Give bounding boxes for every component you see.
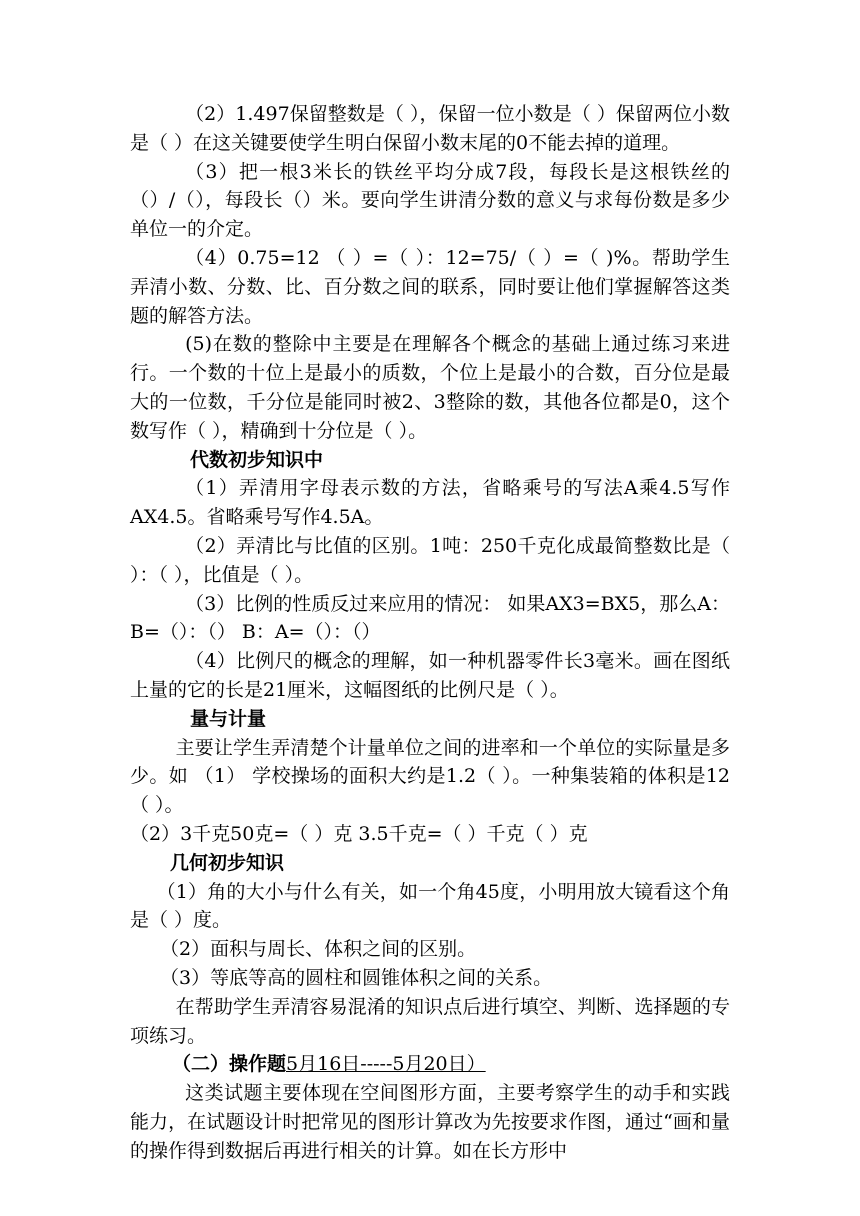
paragraph-letters-for-numbers: （1）弄清用字母表示数的方法，省略乘号的写法A乘4.5写作AX4.5。省略乘号写作4.5A。 [130, 477, 730, 529]
operation-date: 5月16日-----5月20日） [286, 1053, 486, 1076]
paragraph-conversion: （4）0.75=12 （ ）=（ ）：12=75/（ ）=（ )%。帮助学生弄清小数、分数、比、百分数之间的联系，同时要让他们掌握解答这类题的解答方法。 [130, 246, 730, 327]
paragraph-ratio-value: （2）弄清比与比值的区别。1吨：250千克化成最简整数比是（ ）：（ ），比值是（ ）。 [130, 534, 730, 586]
paragraph-area-perimeter: （2）面积与周长、体积之间的区别。 [160, 938, 477, 961]
paragraph-unit-rates: 主要让学生弄清楚个计量单位之间的进率和一个单位的实际量是多少。如 （1） 学校操场的面积大约是1.2（ ）。一种集装箱的体积是12（ ）。 [130, 736, 730, 817]
paragraph-operation-desc: 这类试题主要体现在空间图形方面，主要考察学生的动手和实践能力，在试题设计时把常见的图形计算改为先按要求作图，通过“画和量的操作得到数据后再进行相关的计算。如在长方形中 [130, 1082, 730, 1162]
paragraph-mass-conversion: （2）3千克50克=（ ）克 3.5千克=（ ）千克（ ）克 [130, 822, 588, 845]
heading-measurement: 量与计量 [190, 707, 267, 730]
paragraph-cylinder-cone: （3）等底等高的圆柱和圆锥体积之间的关系。 [160, 966, 553, 989]
heading-operation [130, 1050, 730, 1079]
paragraph-angle: （1）角的大小与什么有关，如一个角45度，小明用放大镜看这个角是（ ）度。 [130, 880, 730, 932]
heading-geometry: 几何初步知识 [170, 851, 285, 874]
operation-title: （二）操作题 [172, 1053, 287, 1076]
paragraph-wire-fraction: （3）把一根3米长的铁丝平均分成7段，每段长是这根铁丝的（）/（），每段长（）米。要向学生讲清分数的意义与求每份数是多少单位一的介定。 [130, 160, 730, 241]
paragraph-practice: 在帮助学生弄清容易混淆的知识点后进行填空、判断、选择题的专项练习。 [130, 995, 730, 1047]
document-page [130, 100, 730, 1165]
paragraph-scale: （4）比例尺的概念的理解，如一种机器零件长3毫米。画在图纸上量的它的长是21厘米，这幅图纸的比例尺是（ ）。 [130, 650, 730, 701]
heading-algebra: 代数初步知识中 [190, 448, 324, 471]
paragraph-proportion-property: （3）比例的性质反过来应用的情况： 如果AX3=BX5，那么A：B=（）：（） B：A=（）：（） [130, 592, 730, 644]
paragraph-rounding: （2）1.497保留整数是（ ），保留一位小数是（ ）保留两位小数是（ ）在这关键要使学生明白保留小数末尾的0不能去掉的道理。 [130, 103, 730, 154]
paragraph-divisibility: (5)在数的整除中主要是在理解各个概念的基础上通过练习来进行。一个数的十位上是最小的质数，个位上是最小的合数，百分位是最大的一位数，千分位是能同时被2、3整除的数，其他各位都是0，这个数写作（ ），精确到十分位是（ ）。 [130, 333, 730, 442]
